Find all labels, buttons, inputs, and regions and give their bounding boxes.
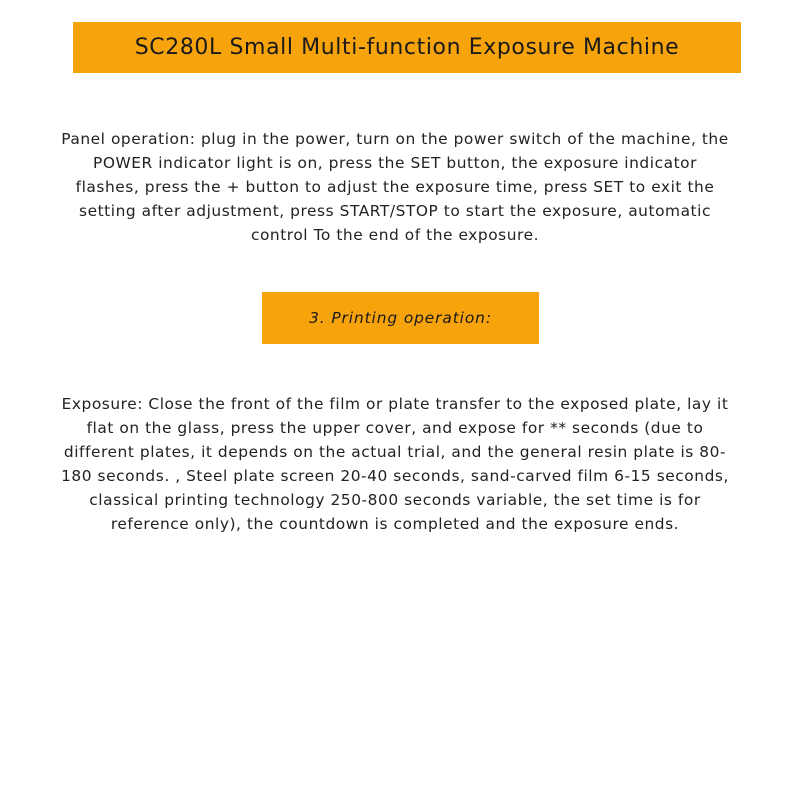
exposure-paragraph: Exposure: Close the front of the film or plate transfer to the exposed plate, lay it flat on the glass, press the upper cover, and expose for ** seconds (due to different plates, it depends on the actual trial, and the general resin plate is 80-180 seconds. , Steel plate screen 20-40 seconds, sand-carved film 6-15 seconds, classical printing technology 250-800 seconds variable, the set time is for reference only), the countdown is completed and the exposure ends.	[61, 395, 729, 533]
section-banner	[262, 292, 539, 344]
page-title: SC280L Small Multi-function Exposure Machine	[134, 35, 680, 60]
panel-operation-paragraph: Panel operation: plug in the power, turn on the power switch of the machine, the POWER indicator light is on, press the SET button, the exposure indicator flashes, press the + button to adjust the exposure time, press SET to exit the setting after adjustment, press START/STOP to start the exposure, automatic control To the end of the exposure.	[61, 130, 729, 244]
section-heading: 3. Printing operation:	[309, 309, 492, 327]
title-banner	[73, 22, 741, 73]
